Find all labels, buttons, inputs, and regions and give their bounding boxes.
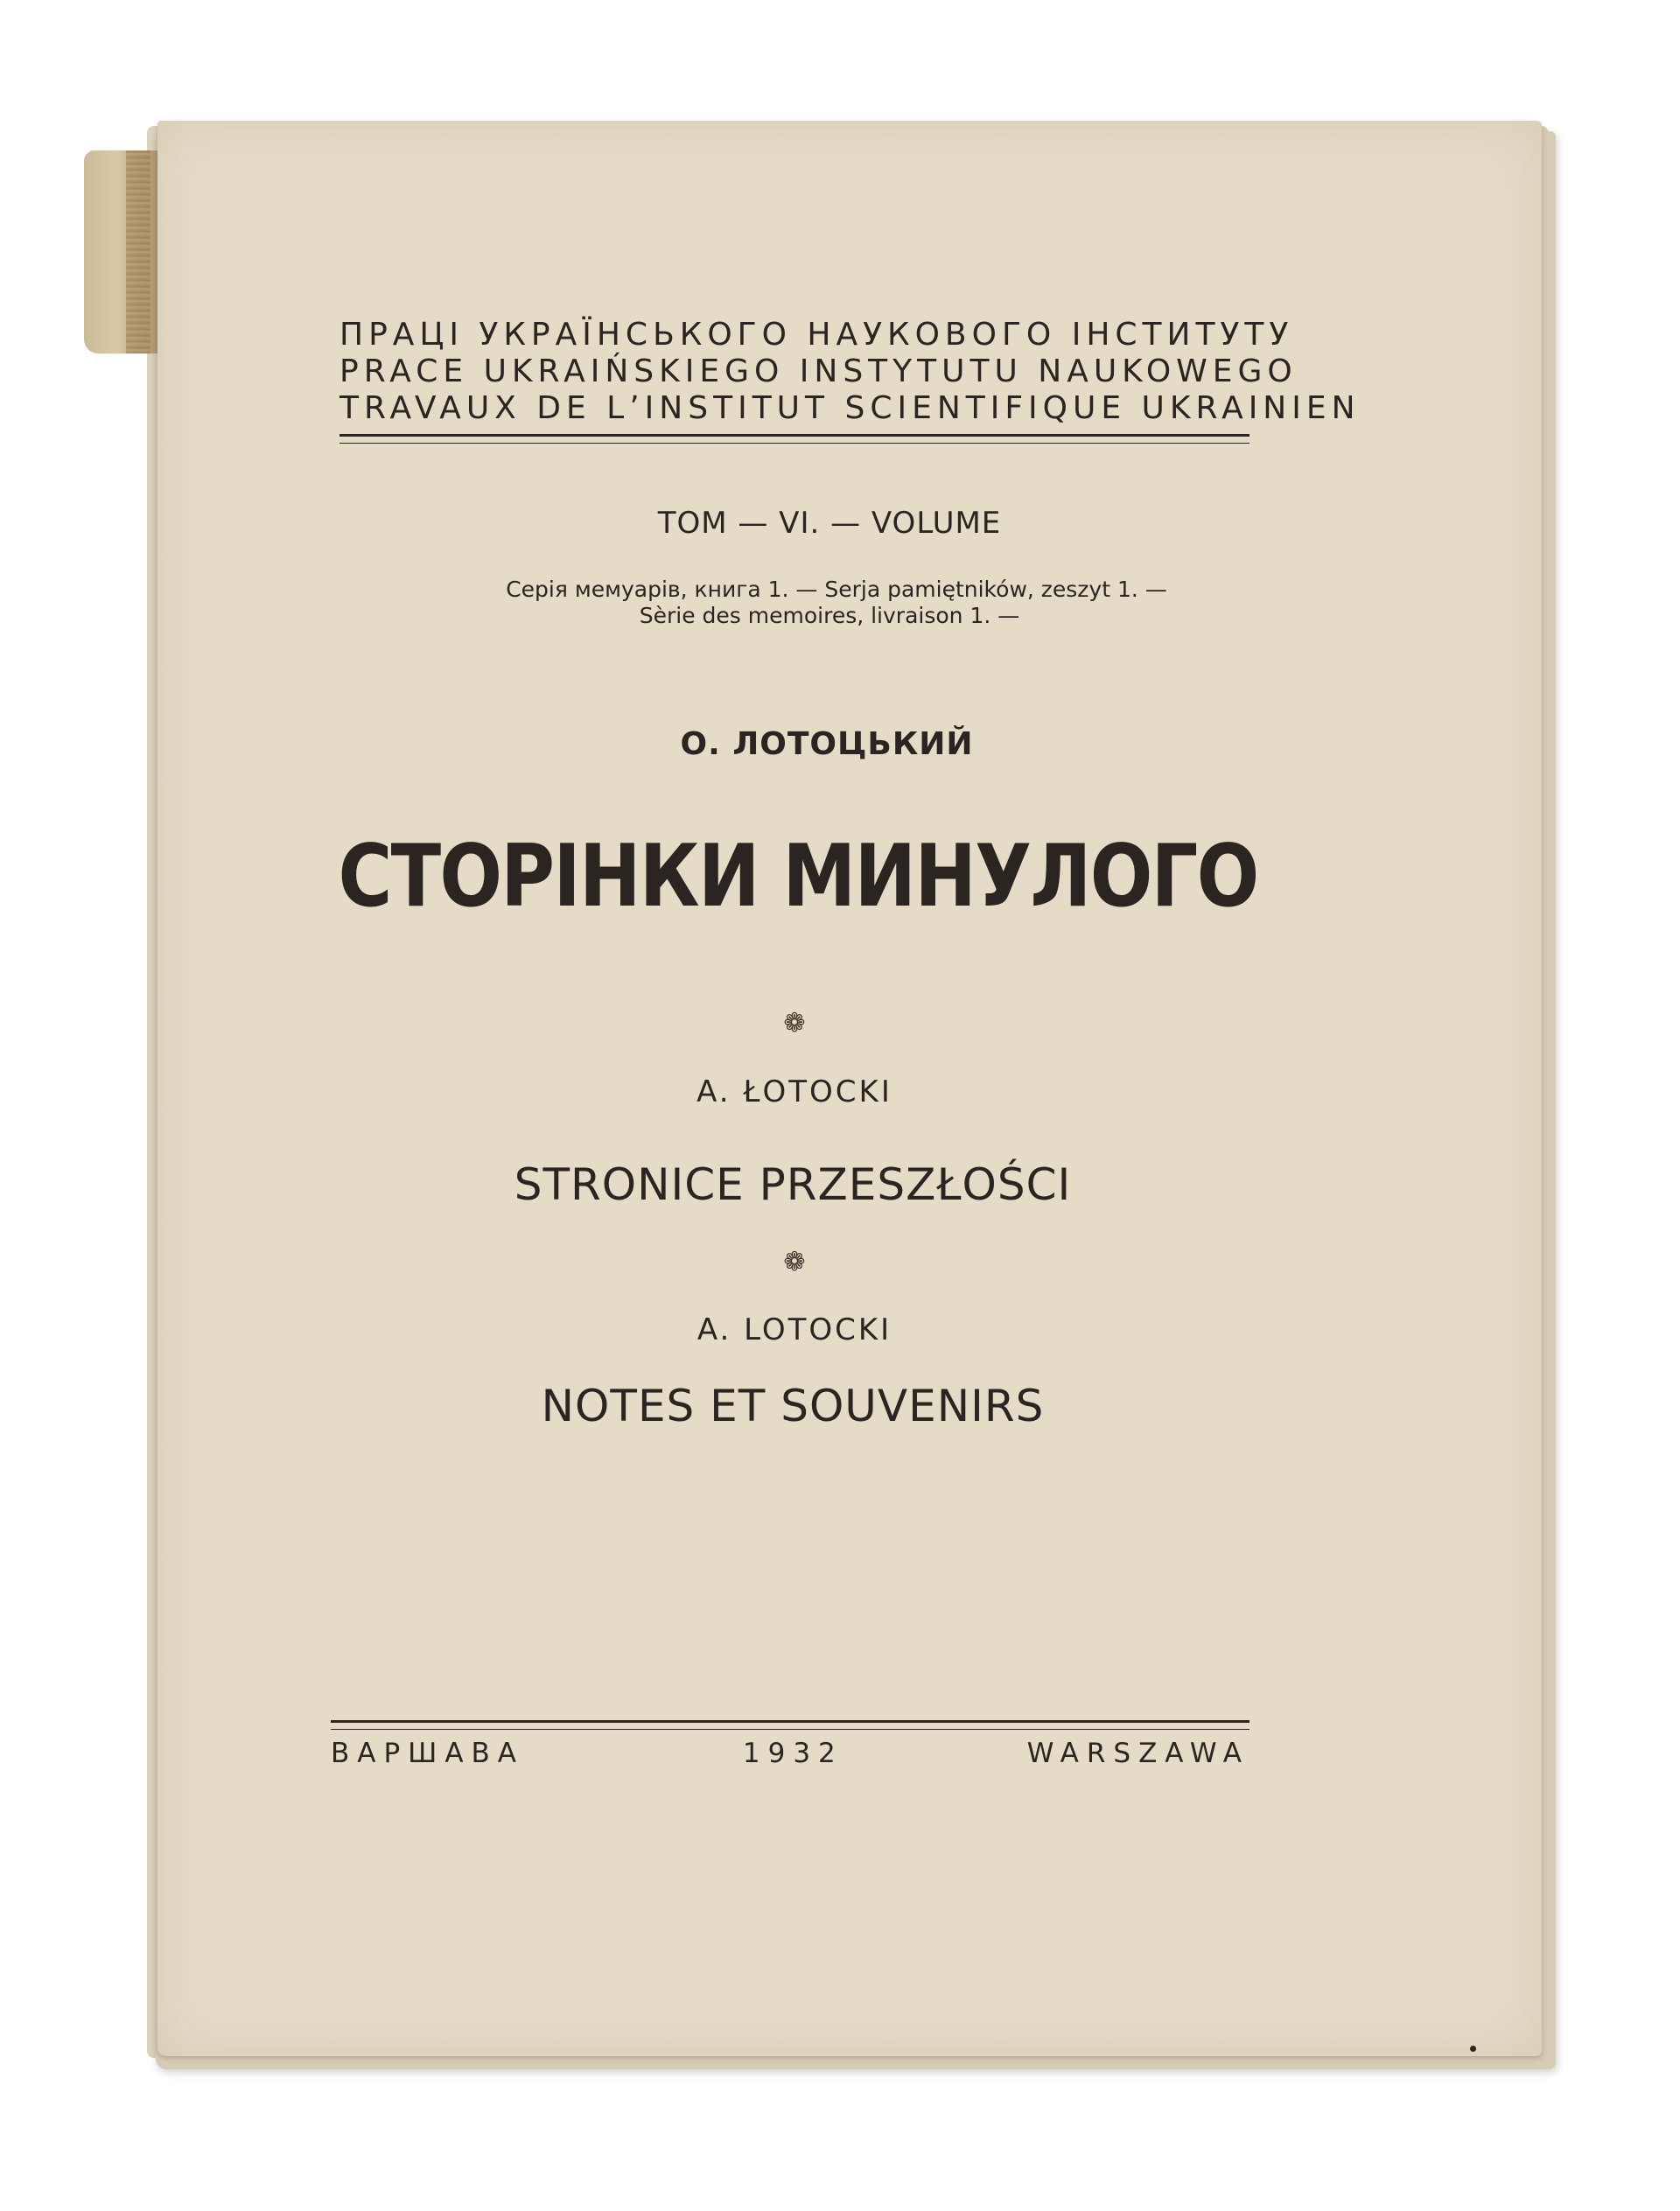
title-french: NOTES ET SOUVENIRS [541, 1381, 1045, 1431]
series-line-uk: ПРАЦІ УКРАЇНСЬКОГО НАУКОВОГО ІНСТИТУТУ [340, 317, 1294, 353]
ornament-icon: ❁ [783, 1008, 806, 1039]
author-ukrainian: О. ЛОТОЦЬКИЙ [680, 726, 974, 762]
series-line-pl: PRACE UKRAIŃSKIEGO INSTYTUTU NAUKOWEGO [340, 353, 1298, 389]
imprint-city-ukrainian: ВАРШАВА [331, 1738, 524, 1769]
series-line-fr: TRAVAUX DE L’INSTITUT SCIENTIFIQUE UKRAINIEN [340, 390, 1361, 426]
imprint-city-polish: WARSZAWA [1026, 1738, 1250, 1769]
imprint-row [331, 1738, 1250, 1769]
subseries-line-2: Sèrie des memoires, livraison 1. — [639, 603, 1020, 628]
title-polish: STRONICE PRZESZŁOŚCI [514, 1159, 1072, 1210]
imprint-year: 1932 [742, 1738, 844, 1769]
footer-rule [331, 1720, 1250, 1730]
subseries-line-1: Серія мемуарів, книга 1. — Serja pamiętników, zeszyt 1. — [506, 577, 1167, 602]
volume-label: ТОМ — VI. — VOLUME [657, 506, 1002, 541]
ornament-icon: ❁ [783, 1247, 806, 1277]
title-ukrainian: СТОРІНКИ МИНУЛОГО [338, 827, 1258, 927]
torn-spine [84, 150, 167, 353]
header-rule [340, 434, 1250, 444]
author-polish: A. ŁOTOCKI [696, 1074, 892, 1109]
paper-speck [1470, 2046, 1476, 2052]
author-french: A. LOTOCKI [696, 1312, 892, 1347]
